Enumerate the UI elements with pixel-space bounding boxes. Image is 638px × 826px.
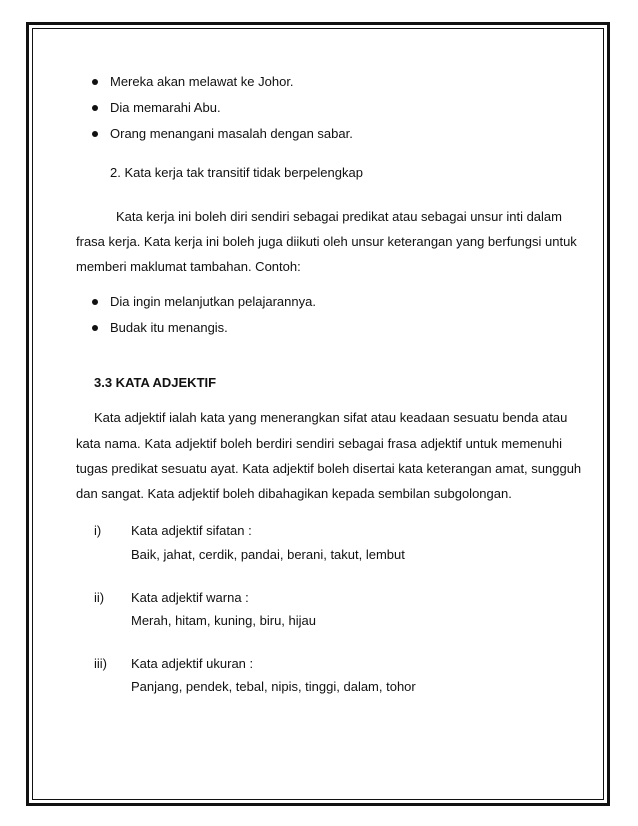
list-examples: Merah, hitam, kuning, biru, hijau <box>131 613 316 628</box>
list-title: Kata adjektif ukuran : <box>131 656 254 671</box>
list-title: Kata adjektif warna : <box>131 590 249 605</box>
bullet-dot <box>92 79 98 85</box>
list-number: i) <box>94 523 102 538</box>
paragraph-line: dan sangat. Kata adjektif boleh dibahagikan kepada sembilan subgolongan. <box>76 486 512 501</box>
subsection-heading: 2. Kata kerja tak transitif tidak berpelengkap <box>110 165 363 180</box>
list-title: Kata adjektif sifatan : <box>131 523 252 538</box>
bullet-item: Budak itu menangis. <box>110 320 228 335</box>
bullet-item: Dia memarahi Abu. <box>110 100 221 115</box>
bullet-item: Mereka akan melawat ke Johor. <box>110 74 294 89</box>
section-heading: 3.3 KATA ADJEKTIF <box>94 375 217 390</box>
paragraph-line: kata nama. Kata adjektif boleh berdiri sendiri sebagai frasa adjektif untuk memenuhi <box>76 436 562 451</box>
list-examples: Baik, jahat, cerdik, pandai, berani, takut, lembut <box>131 547 405 562</box>
paragraph-line: memberi maklumat tambahan. Contoh: <box>76 259 301 274</box>
bullet-dot <box>92 131 98 137</box>
bullet-item: Orang menangani masalah dengan sabar. <box>110 126 353 141</box>
list-number: ii) <box>94 590 105 605</box>
paragraph-line: Kata kerja ini boleh diri sendiri sebagai predikat atau sebagai unsur inti dalam <box>116 209 562 224</box>
paragraph-line: frasa kerja. Kata kerja ini boleh juga diikuti oleh unsur keterangan yang berfungsi untuk <box>76 234 577 249</box>
bullet-dot <box>92 299 98 305</box>
bullet-item: Dia ingin melanjutkan pelajarannya. <box>110 294 316 309</box>
list-examples: Panjang, pendek, tebal, nipis, tinggi, dalam, tohor <box>131 679 416 694</box>
bullet-dot <box>92 325 98 331</box>
bullet-dot <box>92 105 98 111</box>
list-number: iii) <box>94 656 107 671</box>
paragraph-line: Kata adjektif ialah kata yang menerangkan sifat atau keadaan sesuatu benda atau <box>94 410 568 425</box>
paragraph-line: tugas predikat sesuatu ayat. Kata adjektif boleh disertai kata keterangan amat, sungguh <box>76 461 582 476</box>
